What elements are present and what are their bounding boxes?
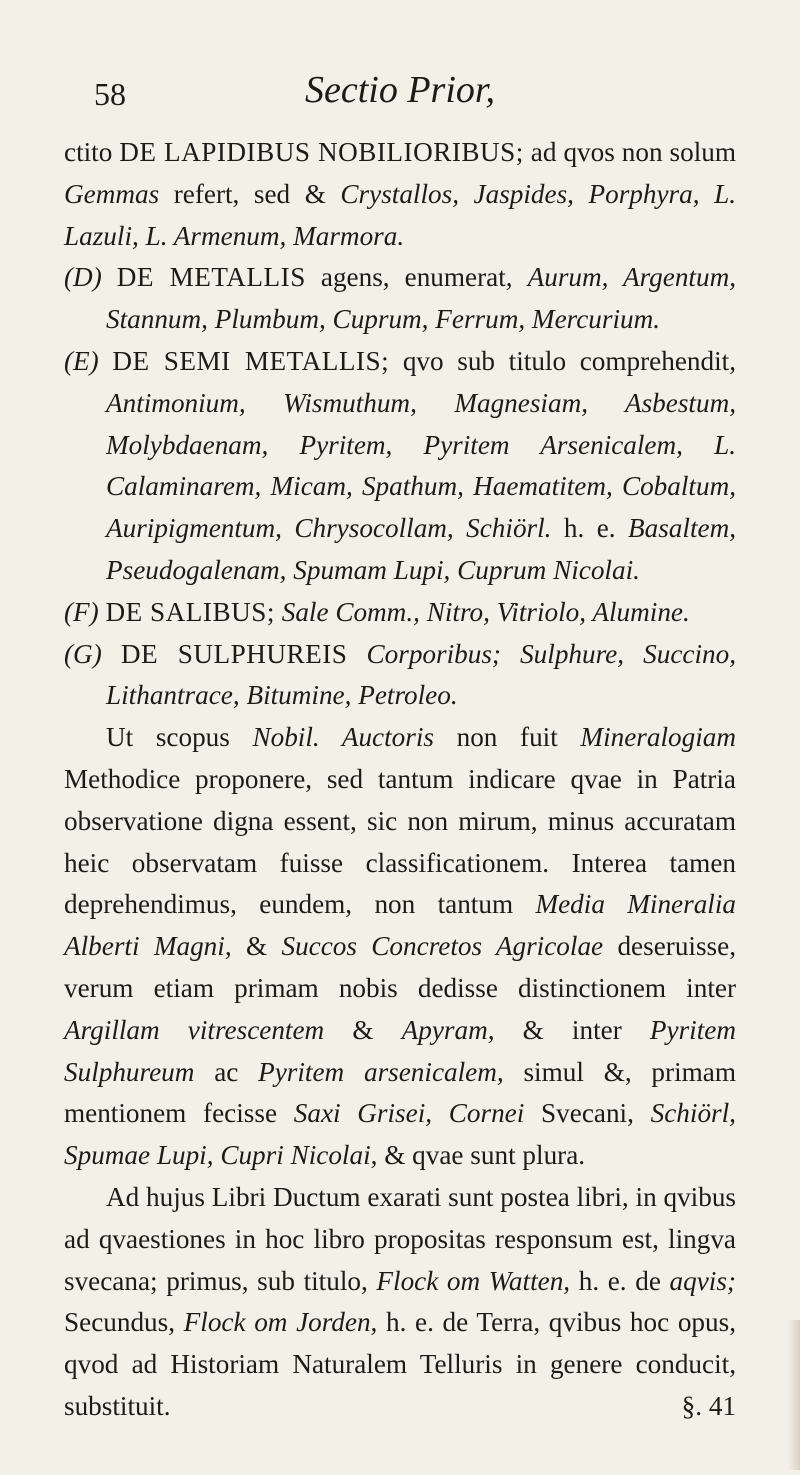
page-header	[64, 62, 736, 132]
g-text-1	[347, 639, 366, 669]
label-f: (F)	[64, 596, 106, 627]
main-t5: deseruisse, verum etiam primam nobis dedisse distinctionem inter	[64, 931, 736, 1003]
main-i5: Argillam vitrescentem	[64, 1014, 325, 1045]
e-text-1: qvo sub titulo comprehendit,	[389, 345, 737, 376]
paragraph-intro	[64, 132, 736, 257]
main-i3: Media Mineralia Alberti Magni,	[64, 889, 736, 962]
intro-italic-1: Gemmas	[64, 178, 160, 209]
main-i1: Nobil. Auctoris	[252, 722, 434, 753]
heading-de-sulphureis: DE SULPHUREIS	[120, 638, 348, 669]
main-i8: Pyritem arsenicalem,	[258, 1056, 504, 1087]
main-t10: Svecani,	[524, 1098, 651, 1129]
last-i3: Flock om Jorden,	[183, 1307, 378, 1338]
main-t2: non fuit	[433, 722, 581, 753]
d-italic-1: Aurum, Argentum, Stannum, Plumbum, Cuprum, Ferrum, Mercurium.	[106, 262, 736, 335]
main-t7: & inter	[494, 1014, 650, 1045]
main-i6: Apyram,	[401, 1014, 495, 1045]
paragraph-f	[64, 592, 736, 634]
intro-lead: ctito	[64, 137, 120, 167]
main-i9: Saxi Grisei, Cornei	[293, 1098, 525, 1129]
f-text-1	[275, 597, 282, 627]
page-number: 58	[94, 76, 126, 112]
e-text-2: h. e.	[551, 513, 629, 544]
label-e: (E)	[64, 345, 113, 376]
main-t8: ac	[194, 1056, 259, 1087]
main-t9: simul &, primam mentionem fecisse	[64, 1056, 736, 1129]
g-italic-1: Corporibus; Sulphure, Succino, Lithantrace, Bitumine, Petroleo.	[106, 638, 737, 711]
intro-italic-2: Crystallos, Jaspides, Porphyra, L. Lazuli, L. Armenum, Marmora.	[64, 178, 736, 251]
last-i2: aqvis;	[669, 1265, 736, 1296]
main-t6: &	[324, 1014, 402, 1045]
main-i10: Schiörl, Spumae Lupi, Cupri Nicolai,	[64, 1098, 736, 1171]
page-edge-shadow	[788, 1320, 800, 1470]
last-t2: h. e. de	[570, 1265, 670, 1296]
main-t11: & qvae sunt plura.	[377, 1140, 586, 1171]
intro-text-2: refert, sed &	[159, 178, 341, 209]
main-t4: &	[231, 931, 282, 962]
main-i2: Mineralogiam	[580, 722, 736, 753]
heading-de-metallis: DE METALLIS	[116, 262, 306, 293]
last-i1: Flock om Watten,	[376, 1265, 571, 1296]
heading-de-semi-metallis: DE SEMI METALLIS;	[112, 345, 390, 376]
label-g: (G)	[64, 638, 121, 669]
last-t4: h. e. de Terra, qvibus hoc opus, qvod ad Historiam Naturalem Telluris in genere conducit, substituit.	[64, 1307, 736, 1421]
main-i4: Succos Concretos Agricolae	[281, 931, 604, 962]
d-text-1: agens, enumerat,	[305, 262, 528, 293]
last-t3: Secundus,	[64, 1307, 184, 1338]
main-t3: Methodice proponere, sed tantum indicare qvae in Patria observatione digna essent, sic non mirum, minus accuratam heic observatam fuisse classificationem. Interea tamen deprehendimus, eundem, non tantum	[64, 763, 736, 920]
paragraph-e	[64, 341, 736, 592]
paragraph-d	[64, 257, 736, 341]
intro-text-1: ad qvos non solum	[523, 137, 736, 167]
running-title: Sectio Prior,	[305, 69, 495, 111]
e-italic-2: Basaltem, Pseudogalenam, Spumam Lupi, Cuprum Nicolai.	[106, 513, 736, 585]
f-italic-1: Sale Comm., Nitro, Vitriolo, Alumine.	[281, 596, 690, 627]
heading-de-salibus: DE SALIBUS;	[105, 596, 275, 627]
body-text	[64, 132, 736, 1428]
paragraph-main	[64, 717, 736, 1177]
catchword: §. 41	[681, 1390, 736, 1421]
last-t1: Ad hujus Libri Ductum exarati sunt postea libri, in qvibus ad qvaestiones in hoc libro propositas responsum est, lingva svecana; primus, sub titulo,	[64, 1181, 736, 1296]
main-i7: Pyritem Sulphureum	[64, 1014, 736, 1087]
heading-de-lapidibus: DE LAPIDIBUS NOBILIORIBUS;	[119, 137, 524, 167]
label-d: (D)	[64, 262, 117, 293]
paragraph-g	[64, 634, 736, 718]
main-t1: Ut scopus	[106, 722, 253, 753]
e-italic-1: Antimonium, Wismuthum, Magnesiam, Asbestum, Molybdaenam, Pyritem, Pyritem Arsenicalem, L. Calaminarem, Micam, Spathum, Haematitem, Cobaltum, Auripigmentum, Chrysocollam, Schiörl.	[106, 387, 736, 544]
